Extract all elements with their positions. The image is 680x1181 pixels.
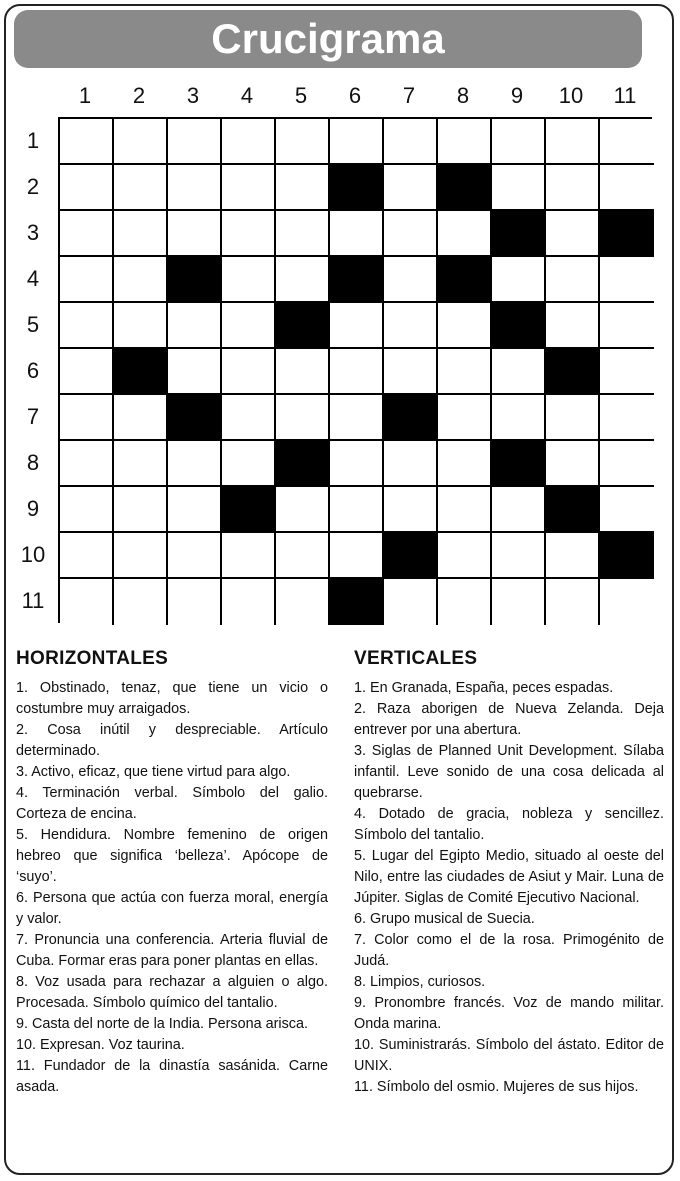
row-number: 8 — [26, 450, 40, 475]
column-number: 1 — [78, 83, 92, 108]
white-cell[interactable] — [168, 119, 222, 165]
white-cell[interactable] — [384, 119, 438, 165]
white-cell[interactable] — [438, 211, 492, 257]
white-cell[interactable] — [114, 303, 168, 349]
horizontal-clue-1: 1. Obstinado, tenaz, que tiene un vicio o costumbre muy arraigados. — [16, 680, 328, 717]
white-cell[interactable] — [546, 579, 600, 625]
white-cell[interactable] — [276, 533, 330, 579]
white-cell[interactable] — [222, 165, 276, 211]
white-cell[interactable] — [222, 533, 276, 579]
vertical-clue-6: 6. Grupo musical de Suecia. — [354, 911, 535, 927]
vertical-clue-3: 3. Siglas de Planned Unit Development. Sílaba infantil. Leve sonido de una cosa delicada al quebrarse. — [354, 743, 664, 801]
row-numbers — [10, 118, 56, 624]
vertical-clue-11: 11. Símbolo del osmio. Mujeres de sus hijos. — [354, 1079, 639, 1095]
column-number: 8 — [456, 83, 470, 108]
column-number: 3 — [186, 83, 200, 108]
black-cell — [330, 165, 384, 211]
white-cell[interactable] — [546, 441, 600, 487]
horizontal-clue-7: 7. Pronuncia una conferencia. Arteria fluvial de Cuba. Formar eras para poner plantas en ellas. — [16, 932, 328, 969]
vertical-clue-1: 1. En Granada, España, peces espadas. — [354, 680, 614, 696]
white-cell[interactable] — [384, 165, 438, 211]
vertical-clue-10: 10. Suministrarás. Símbolo del ástato. Editor de UNIX. — [354, 1037, 664, 1074]
black-cell — [276, 303, 330, 349]
white-cell[interactable] — [384, 487, 438, 533]
column-number: 10 — [558, 83, 584, 108]
column-number: 9 — [510, 83, 524, 108]
white-cell[interactable] — [276, 211, 330, 257]
white-cell[interactable] — [438, 487, 492, 533]
black-cell — [600, 533, 654, 579]
white-cell[interactable] — [492, 165, 546, 211]
white-cell[interactable] — [330, 395, 384, 441]
row-number: 2 — [26, 174, 40, 199]
white-cell[interactable] — [492, 579, 546, 625]
vertical-clue-9: 9. Pronombre francés. Voz de mando militar. Onda marina. — [354, 995, 664, 1032]
vertical-heading: VERTICALES — [354, 648, 478, 669]
white-cell[interactable] — [438, 579, 492, 625]
horizontal-clue-3: 3. Activo, eficaz, que tiene virtud para algo. — [16, 764, 291, 780]
white-cell[interactable] — [60, 579, 114, 625]
white-cell[interactable] — [168, 165, 222, 211]
white-cell[interactable] — [546, 303, 600, 349]
white-cell[interactable] — [276, 579, 330, 625]
white-cell[interactable] — [438, 533, 492, 579]
white-cell[interactable] — [222, 119, 276, 165]
row-number: 5 — [26, 312, 40, 337]
white-cell[interactable] — [600, 349, 654, 395]
row-number: 1 — [26, 128, 40, 153]
white-cell[interactable] — [492, 395, 546, 441]
column-number: 5 — [294, 83, 308, 108]
page-title: Crucigrama — [211, 15, 445, 62]
horizontal-clue-4: 4. Terminación verbal. Símbolo del galio. Corteza de encina. — [16, 785, 328, 822]
column-number: 6 — [348, 83, 362, 108]
black-cell — [492, 303, 546, 349]
white-cell[interactable] — [546, 165, 600, 211]
row-number: 11 — [21, 588, 45, 613]
horizontal-clue-9: 9. Casta del norte de la India. Persona arisca. — [16, 1016, 308, 1032]
white-cell[interactable] — [600, 395, 654, 441]
black-cell — [384, 533, 438, 579]
white-cell[interactable] — [222, 257, 276, 303]
white-cell[interactable] — [438, 303, 492, 349]
white-cell[interactable] — [384, 579, 438, 625]
black-cell — [222, 487, 276, 533]
black-cell — [438, 257, 492, 303]
white-cell[interactable] — [222, 579, 276, 625]
black-cell — [492, 211, 546, 257]
white-cell[interactable] — [60, 165, 114, 211]
row-number: 7 — [26, 404, 40, 429]
horizontal-clue-10: 10. Expresan. Voz taurina. — [16, 1037, 185, 1053]
row-number: 9 — [26, 496, 40, 521]
horizontal-clue-6: 6. Persona que actúa con fuerza moral, energía y valor. — [16, 890, 328, 927]
white-cell[interactable] — [276, 487, 330, 533]
white-cell[interactable] — [60, 349, 114, 395]
black-cell — [546, 349, 600, 395]
white-cell[interactable] — [60, 533, 114, 579]
column-number: 7 — [402, 83, 416, 108]
white-cell[interactable] — [114, 533, 168, 579]
white-cell[interactable] — [600, 579, 654, 625]
white-cell[interactable] — [60, 395, 114, 441]
black-cell — [546, 487, 600, 533]
horizontal-clue-8: 8. Voz usada para rechazar a alguien o algo. Procesada. Símbolo químico del tantalio. — [16, 974, 328, 1011]
white-cell[interactable] — [60, 441, 114, 487]
white-cell[interactable] — [276, 395, 330, 441]
black-cell — [330, 579, 384, 625]
white-cell[interactable] — [492, 257, 546, 303]
horizontal-heading: HORIZONTALES — [16, 648, 169, 669]
white-cell[interactable] — [168, 441, 222, 487]
vertical-clue-7: 7. Color como el de la rosa. Primogénito de Judá. — [354, 932, 664, 969]
row-number: 3 — [26, 220, 40, 245]
white-cell[interactable] — [600, 119, 654, 165]
white-cell[interactable] — [114, 487, 168, 533]
white-cell[interactable] — [222, 441, 276, 487]
black-cell — [330, 257, 384, 303]
white-cell[interactable] — [492, 487, 546, 533]
horizontal-clue-11: 11. Fundador de la dinastía sasánida. Carne asada. — [16, 1058, 328, 1095]
white-cell[interactable] — [600, 487, 654, 533]
white-cell[interactable] — [438, 349, 492, 395]
white-cell[interactable] — [60, 119, 114, 165]
white-cell[interactable] — [60, 303, 114, 349]
white-cell[interactable] — [492, 533, 546, 579]
white-cell[interactable] — [546, 395, 600, 441]
white-cell[interactable] — [222, 211, 276, 257]
white-cell[interactable] — [60, 211, 114, 257]
column-number: 11 — [613, 83, 637, 108]
crossword-grid — [58, 117, 652, 623]
horizontal-clue-2: 2. Cosa inútil y despreciable. Artículo determinado. — [16, 722, 328, 759]
white-cell[interactable] — [276, 257, 330, 303]
black-cell — [168, 395, 222, 441]
row-number: 10 — [20, 542, 46, 567]
vertical-clue-2: 2. Raza aborigen de Nueva Zelanda. Deja entrever por una abertura. — [354, 701, 664, 738]
row-number: 4 — [26, 266, 40, 291]
white-cell[interactable] — [384, 257, 438, 303]
white-cell[interactable] — [492, 349, 546, 395]
white-cell[interactable] — [114, 441, 168, 487]
title-banner — [14, 10, 642, 68]
white-cell[interactable] — [546, 533, 600, 579]
white-cell[interactable] — [492, 119, 546, 165]
white-cell[interactable] — [168, 487, 222, 533]
white-cell[interactable] — [600, 303, 654, 349]
white-cell[interactable] — [546, 211, 600, 257]
white-cell[interactable] — [330, 119, 384, 165]
row-number: 6 — [26, 358, 40, 383]
white-cell[interactable] — [330, 533, 384, 579]
white-cell[interactable] — [222, 303, 276, 349]
column-numbers — [58, 83, 652, 109]
white-cell[interactable] — [114, 165, 168, 211]
white-cell[interactable] — [114, 395, 168, 441]
white-cell[interactable] — [384, 441, 438, 487]
white-cell[interactable] — [168, 533, 222, 579]
white-cell[interactable] — [222, 349, 276, 395]
white-cell[interactable] — [276, 349, 330, 395]
white-cell[interactable] — [114, 119, 168, 165]
white-cell[interactable] — [384, 303, 438, 349]
black-cell — [600, 211, 654, 257]
black-cell — [276, 441, 330, 487]
white-cell[interactable] — [384, 211, 438, 257]
black-cell — [168, 257, 222, 303]
white-cell[interactable] — [600, 257, 654, 303]
white-cell[interactable] — [330, 441, 384, 487]
white-cell[interactable] — [438, 395, 492, 441]
white-cell[interactable] — [276, 165, 330, 211]
white-cell[interactable] — [168, 211, 222, 257]
white-cell[interactable] — [438, 119, 492, 165]
white-cell[interactable] — [60, 487, 114, 533]
column-number: 2 — [132, 83, 146, 108]
white-cell[interactable] — [330, 349, 384, 395]
white-cell[interactable] — [330, 211, 384, 257]
black-cell — [384, 395, 438, 441]
black-cell — [492, 441, 546, 487]
white-cell[interactable] — [600, 441, 654, 487]
white-cell[interactable] — [222, 395, 276, 441]
horizontal-clue-5: 5. Hendidura. Nombre femenino de origen hebreo que significa ‘belleza’. Apócope de ‘suyo’. — [16, 827, 328, 885]
black-cell — [438, 165, 492, 211]
white-cell[interactable] — [384, 349, 438, 395]
white-cell[interactable] — [438, 441, 492, 487]
white-cell[interactable] — [168, 579, 222, 625]
white-cell[interactable] — [114, 579, 168, 625]
vertical-clue-8: 8. Limpios, curiosos. — [354, 974, 486, 990]
white-cell[interactable] — [330, 487, 384, 533]
white-cell[interactable] — [60, 257, 114, 303]
white-cell[interactable] — [168, 303, 222, 349]
horizontal-clues — [16, 648, 328, 1098]
white-cell[interactable] — [330, 303, 384, 349]
white-cell[interactable] — [546, 257, 600, 303]
black-cell — [114, 349, 168, 395]
vertical-clue-4: 4. Dotado de gracia, nobleza y sencillez. Símbolo del tantalio. — [354, 806, 664, 843]
vertical-clue-5: 5. Lugar del Egipto Medio, situado al oeste del Nilo, entre las ciudades de Asiut y Mair. Luna de Júpiter. Siglas de Comité Ejecutivo Nacional. — [354, 848, 664, 906]
vertical-clues — [354, 648, 664, 1098]
white-cell[interactable] — [114, 211, 168, 257]
white-cell[interactable] — [114, 257, 168, 303]
white-cell[interactable] — [546, 119, 600, 165]
white-cell[interactable] — [276, 119, 330, 165]
white-cell[interactable] — [600, 165, 654, 211]
white-cell[interactable] — [168, 349, 222, 395]
column-number: 4 — [240, 83, 254, 108]
